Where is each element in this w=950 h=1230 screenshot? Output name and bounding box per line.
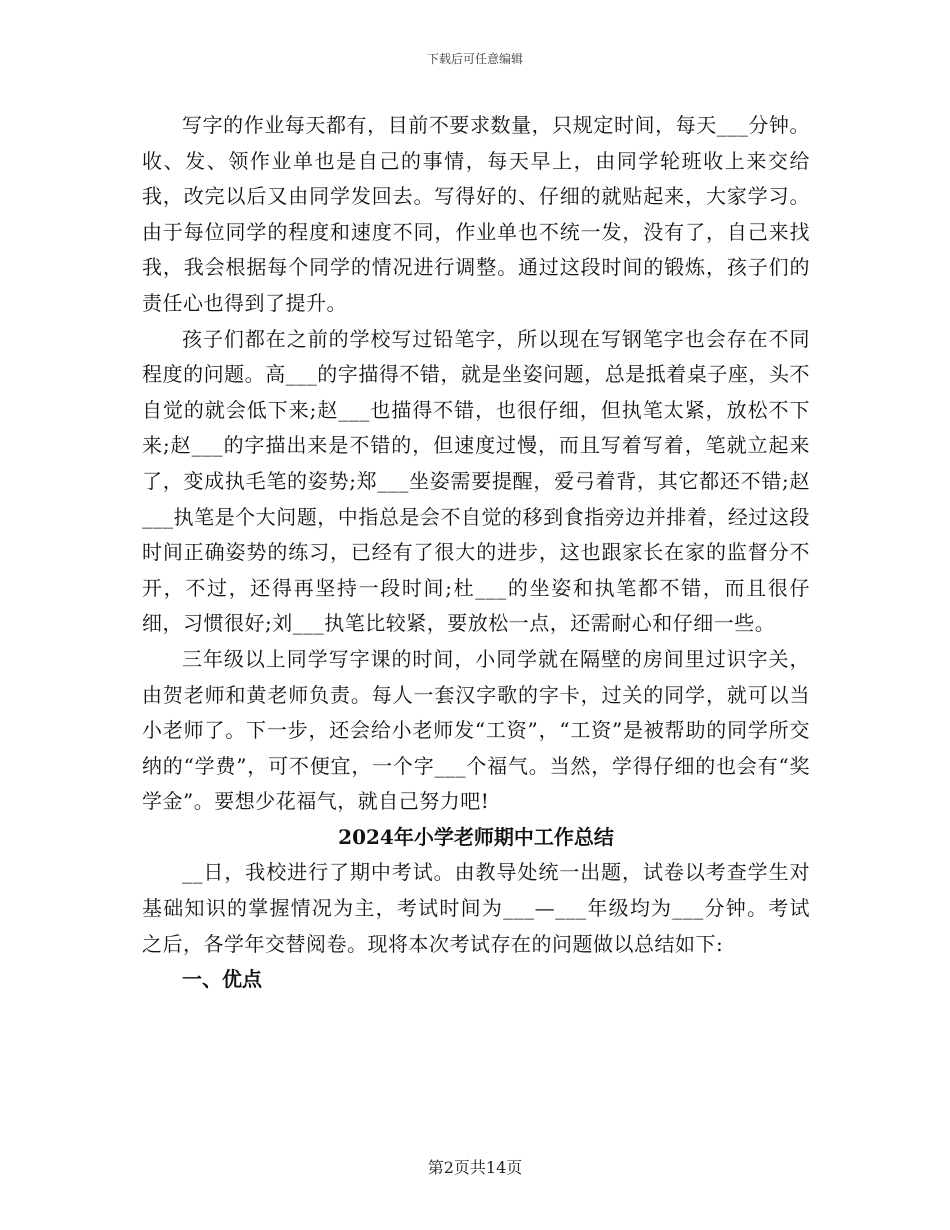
paragraph-exam-summary: __日，我校进行了期中考试。由教导处统一出题，试卷以考查学生对基础知识的掌握情况为主，考试时间为___—___年级均为___分钟。考试之后，各学年交替阅卷。现将本次考试存在的问题做以总结如下: bbox=[142, 860, 810, 956]
paragraph-literacy: 三年级以上同学写字课的时间，小同学就在隔壁的房间里过识字关，由贺老师和黄老师负责。每人一套汉字歌的字卡，过关的同学，就可以当小老师了。下一步，还会给小老师发“工资”，“工资”是被帮助的同学所交纳的“学费”，可不便宜，一个字___个福气。当然，学得仔细的也会有“奖学金”。要想少花福气，就自己努力吧! bbox=[142, 646, 810, 814]
section-title: 2024年小学老师期中工作总结 bbox=[338, 824, 614, 849]
document-body bbox=[142, 108, 810, 998]
page-header: 下载后可任意编辑 bbox=[426, 52, 523, 66]
subheading-advantages: 一、优点 bbox=[182, 967, 262, 992]
paragraph-pen-writing: 孩子们都在之前的学校写过铅笔字，所以现在写钢笔字也会存在不同程度的问题。高___的字描得不错，就是坐姿问题，总是抵着桌子座，头不自觉的就会低下来;赵___也描得不错，也很仔细，但执笔太紧，放松不下来;赵___的字描出来是不错的，但速度过慢，而且写着写着，笔就立起来了，变成执毛笔的姿势;郑___坐姿需要提醒，爱弓着背，其它都还不错;赵___执笔是个大问题，中指总是会不自觉的移到食指旁边并排着，经过这段时间正确姿势的练习，已经有了很大的进步，这也跟家长在家的监督分不开，不过，还得再坚持一段时间;杜___的坐姿和执笔都不错，而且很仔细，习惯很好;刘___执笔比较紧，要放松一点，还需耐心和仔细一些。 bbox=[142, 326, 810, 636]
paragraph-homework: 写字的作业每天都有，目前不要求数量，只规定时间，每天___分钟。收、发、领作业单也是自己的事情，每天早上，由同学轮班收上来交给我，改完以后又由同学发回去。写得好的、仔细的就贴起来，大家学习。由于每位同学的程度和速度不同，作业单也不统一发，没有了，自己来找我，我会根据每个同学的情况进行调整。通过这段时间的锻炼，孩子们的责任心也得到了提升。 bbox=[142, 113, 810, 315]
page-footer: 第2页共14页 bbox=[427, 1158, 523, 1177]
